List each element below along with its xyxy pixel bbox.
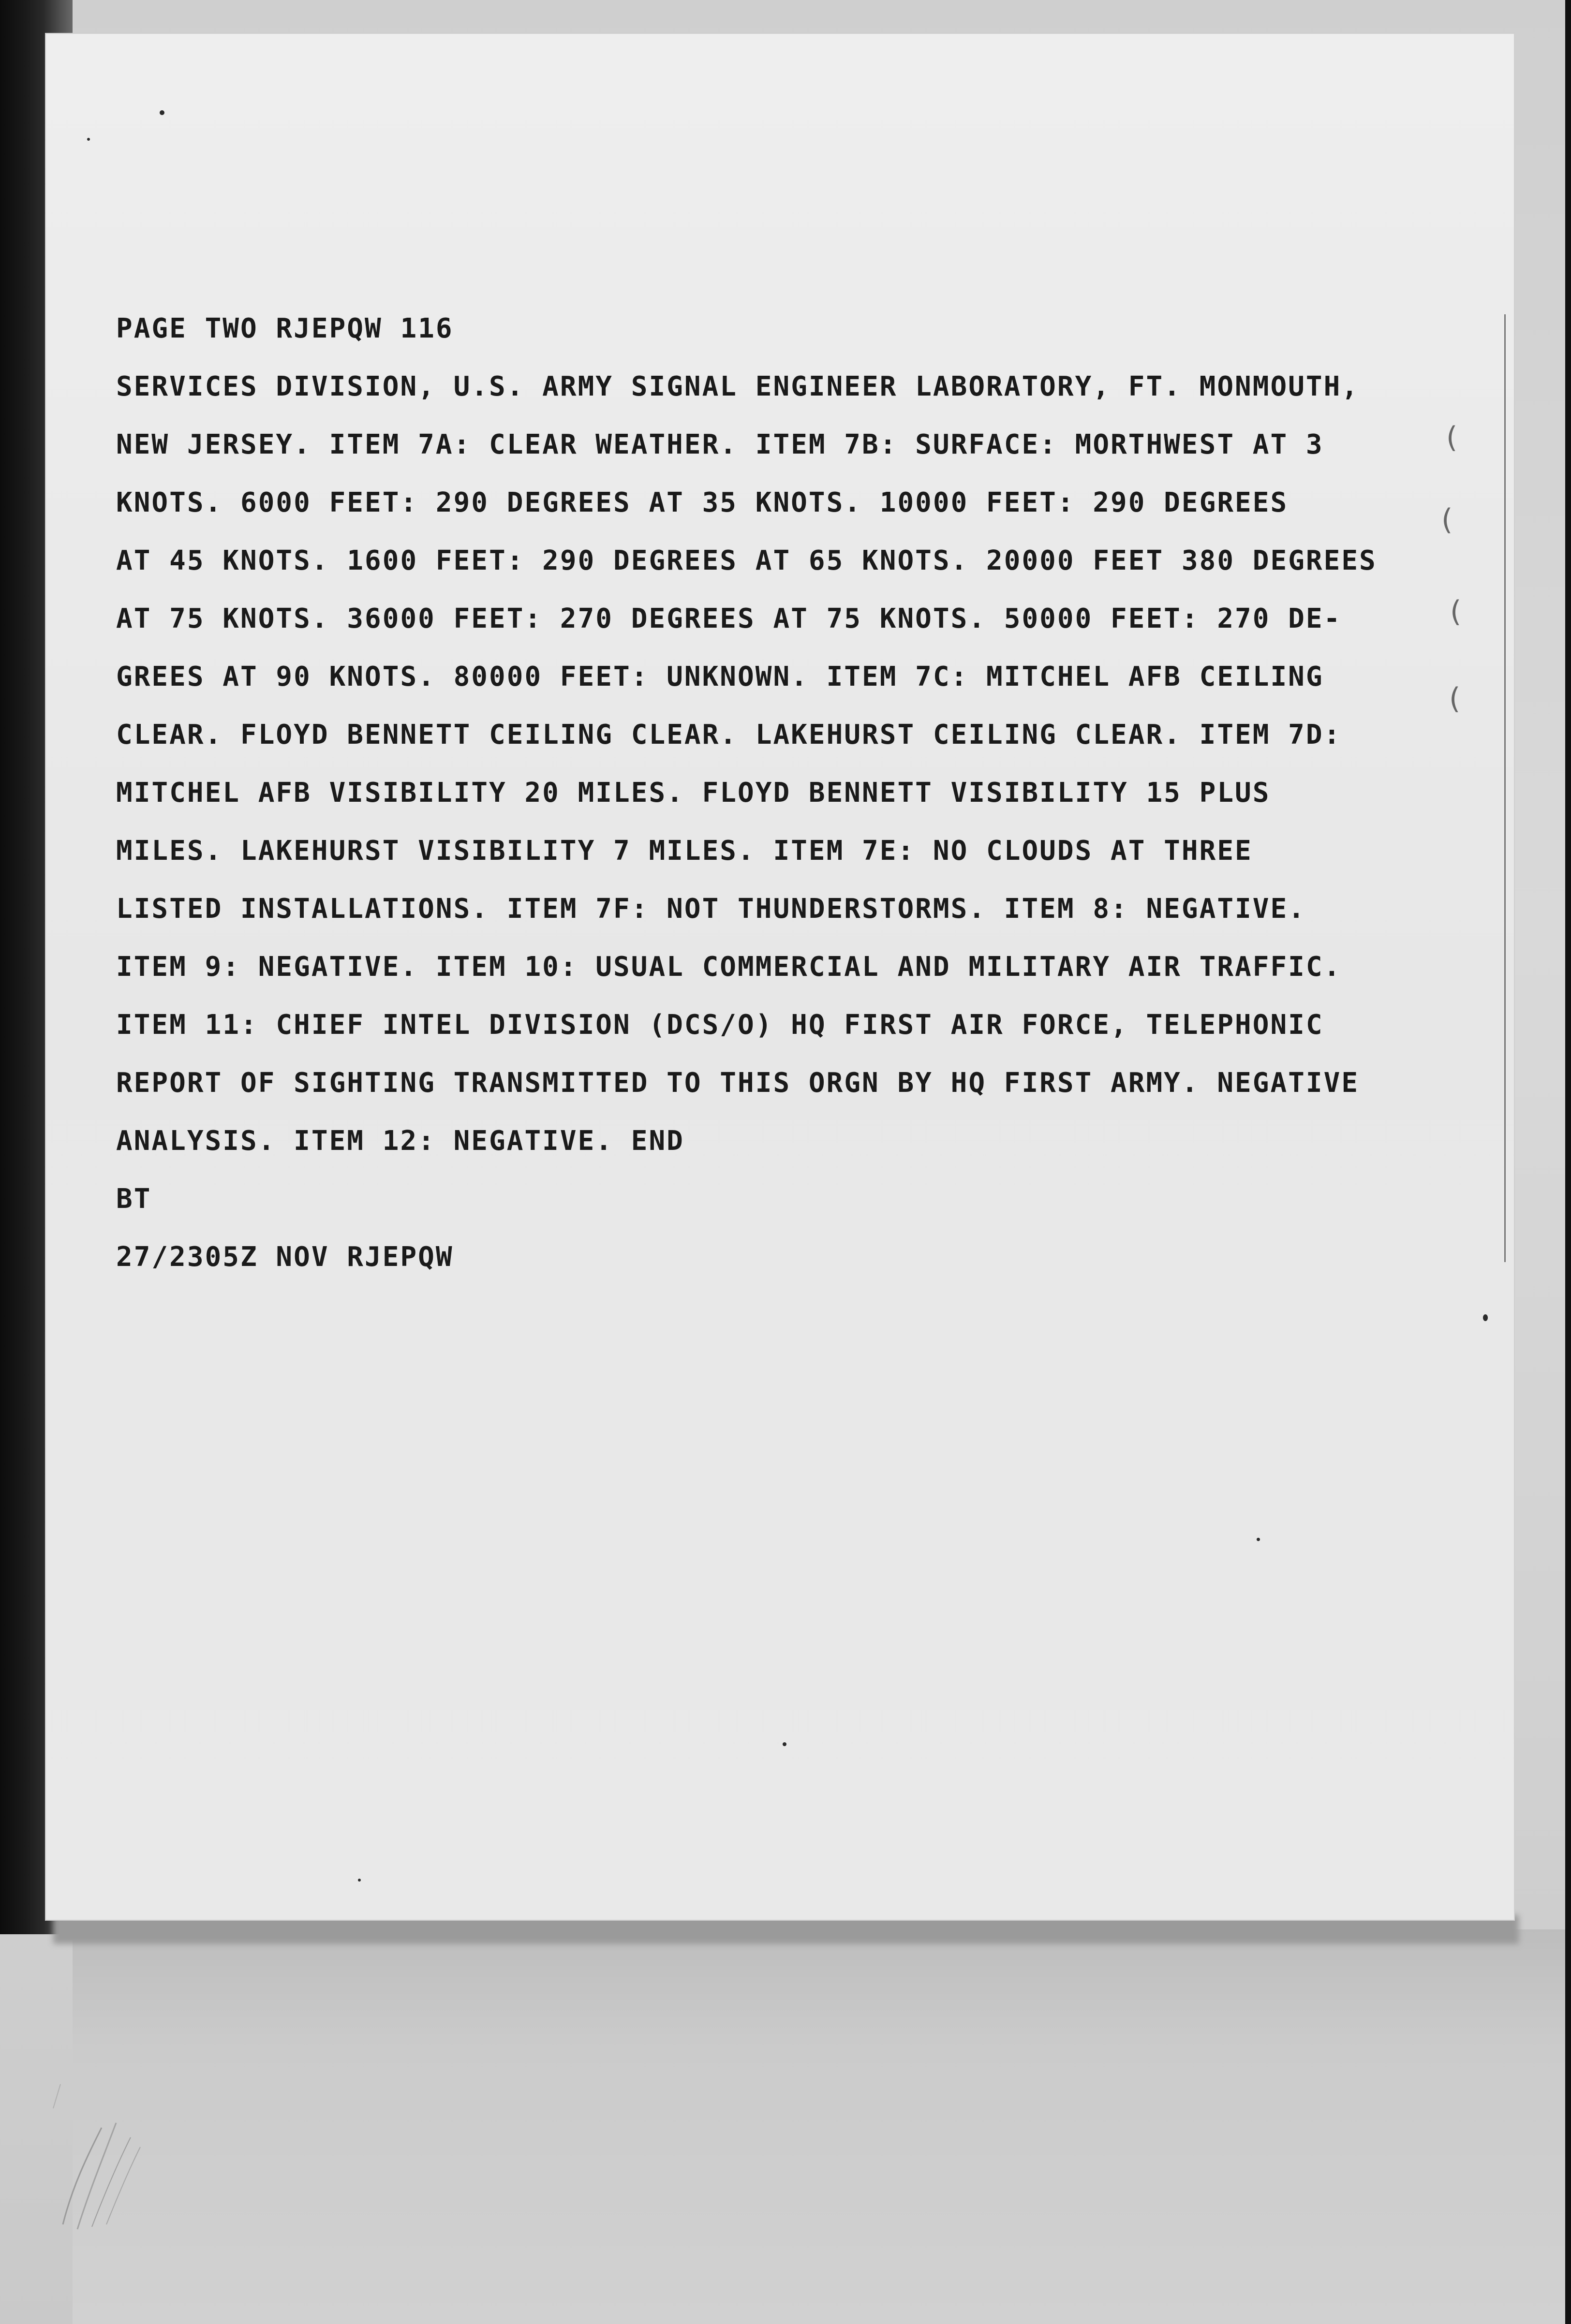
message-line: MITCHEL AFB VISIBILITY 20 MILES. FLOYD BENNETT VISIBILITY 15 PLUS — [116, 777, 1271, 809]
margin-mark: ( — [1450, 595, 1462, 629]
message-line: LISTED INSTALLATIONS. ITEM 7F: NOT THUNDERSTORMS. ITEM 8: NEGATIVE. — [116, 893, 1306, 925]
speck — [783, 1742, 786, 1746]
message-line: SERVICES DIVISION, U.S. ARMY SIGNAL ENGINEER LABORATORY, FT. MONMOUTH, — [116, 371, 1360, 402]
message-line: REPORT OF SIGHTING TRANSMITTED TO THIS ORGN BY HQ FIRST ARMY. NEGATIVE — [116, 1067, 1360, 1099]
message-line: ITEM 9: NEGATIVE. ITEM 10: USUAL COMMERCIAL AND MILITARY AIR TRAFFIC. — [116, 951, 1342, 983]
speck — [160, 110, 164, 115]
bottom-backing-board — [73, 1929, 1571, 2324]
speck — [1483, 1314, 1488, 1321]
message-line: KNOTS. 6000 FEET: 290 DEGREES AT 35 KNOTS. 10000 FEET: 290 DEGREES — [116, 487, 1289, 518]
message-line: AT 75 KNOTS. 36000 FEET: 270 DEGREES AT 75 KNOTS. 50000 FEET: 270 DE- — [116, 603, 1342, 634]
message-line: AT 45 KNOTS. 1600 FEET: 290 DEGREES AT 65 KNOTS. 20000 FEET 380 DEGREES — [116, 545, 1377, 576]
right-margin-line — [1504, 314, 1506, 1262]
film-scratches — [44, 2041, 189, 2234]
message-line: CLEAR. FLOYD BENNETT CEILING CLEAR. LAKEHURST CEILING CLEAR. ITEM 7D: — [116, 719, 1342, 750]
message-line: ANALYSIS. ITEM 12: NEGATIVE. END — [116, 1125, 684, 1157]
message-line: MILES. LAKEHURST VISIBILITY 7 MILES. ITEM 7E: NO CLOUDS AT THREE — [116, 835, 1253, 867]
message-line: NEW JERSEY. ITEM 7A: CLEAR WEATHER. ITEM 7B: SURFACE: MORTHWEST AT 3 — [116, 429, 1324, 460]
speck — [358, 1879, 361, 1882]
margin-mark: ( — [1441, 503, 1453, 537]
margin-mark: ( — [1446, 421, 1458, 455]
message-line: ITEM 11: CHIEF INTEL DIVISION (DCS/O) HQ FIRST AIR FORCE, TELEPHONIC — [116, 1009, 1324, 1041]
message-end-marker: BT — [116, 1183, 152, 1215]
speck — [87, 138, 90, 141]
margin-mark: ( — [1449, 682, 1461, 716]
message-header-line: PAGE TWO RJEPQW 116 — [116, 313, 454, 344]
message-body — [116, 300, 1422, 1286]
message-line: GREES AT 90 KNOTS. 80000 FEET: UNKNOWN. ITEM 7C: MITCHEL AFB CEILING — [116, 661, 1324, 692]
speck — [1257, 1538, 1260, 1541]
message-datetime-group: 27/2305Z NOV RJEPQW — [116, 1241, 454, 1273]
right-film-edge — [1565, 0, 1571, 2324]
